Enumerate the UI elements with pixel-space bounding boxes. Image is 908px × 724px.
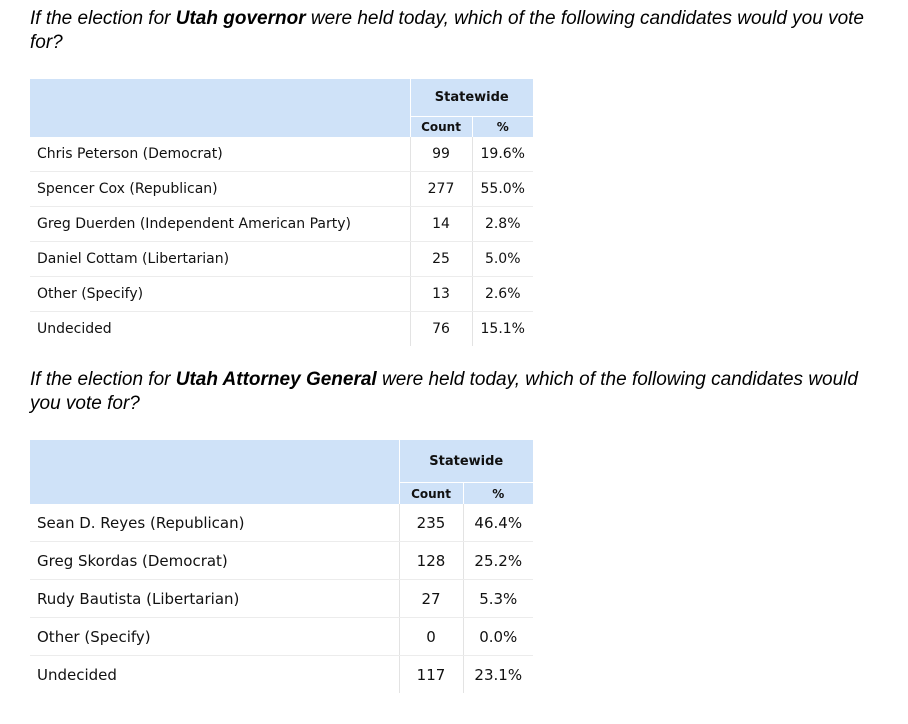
table-row bbox=[30, 207, 533, 242]
table-row bbox=[30, 542, 533, 580]
candidate-label: Daniel Cottam (Libertarian) bbox=[30, 242, 410, 277]
table-row bbox=[30, 277, 533, 312]
count-column-header: Count bbox=[399, 483, 463, 505]
ag-question-prefix: If the election for bbox=[30, 369, 176, 390]
governor-question bbox=[30, 7, 890, 55]
count-value: 117 bbox=[399, 656, 463, 694]
percent-column-header: % bbox=[472, 117, 533, 138]
candidate-label: Sean D. Reyes (Republican) bbox=[30, 504, 399, 542]
table-row bbox=[30, 137, 533, 172]
count-value: 277 bbox=[410, 172, 472, 207]
table-corner bbox=[30, 440, 399, 504]
percent-value: 5.0% bbox=[472, 242, 533, 277]
attorney-general-question bbox=[30, 368, 890, 416]
candidate-label: Rudy Bautista (Libertarian) bbox=[30, 580, 399, 618]
percent-value: 46.4% bbox=[463, 504, 533, 542]
percent-value: 23.1% bbox=[463, 656, 533, 694]
count-value: 76 bbox=[410, 312, 472, 347]
percent-column-header: % bbox=[463, 483, 533, 505]
count-value: 128 bbox=[399, 542, 463, 580]
count-value: 14 bbox=[410, 207, 472, 242]
candidate-label: Greg Skordas (Democrat) bbox=[30, 542, 399, 580]
percent-value: 5.3% bbox=[463, 580, 533, 618]
percent-value: 55.0% bbox=[472, 172, 533, 207]
table-row bbox=[30, 172, 533, 207]
attorney-general-results-table bbox=[30, 440, 533, 693]
table-row bbox=[30, 504, 533, 542]
candidate-label: Spencer Cox (Republican) bbox=[30, 172, 410, 207]
count-value: 99 bbox=[410, 137, 472, 172]
statewide-header: Statewide bbox=[410, 79, 533, 117]
table-row bbox=[30, 656, 533, 694]
percent-value: 19.6% bbox=[472, 137, 533, 172]
statewide-header: Statewide bbox=[399, 440, 533, 483]
percent-value: 15.1% bbox=[472, 312, 533, 347]
ag-question-suffix: were held today, which of the following candidates would you vote for? bbox=[30, 369, 858, 414]
table-row bbox=[30, 312, 533, 347]
candidate-label: Other (Specify) bbox=[30, 618, 399, 656]
percent-value: 2.8% bbox=[472, 207, 533, 242]
percent-value: 0.0% bbox=[463, 618, 533, 656]
governor-question-prefix: If the election for bbox=[30, 8, 176, 29]
table-row bbox=[30, 242, 533, 277]
count-column-header: Count bbox=[410, 117, 472, 138]
governor-results-table bbox=[30, 79, 533, 346]
candidate-label: Undecided bbox=[37, 665, 117, 684]
candidate-label: Greg Duerden (Independent American Party) bbox=[30, 207, 410, 242]
percent-value: 2.6% bbox=[472, 277, 533, 312]
governor-question-suffix: were held today, which of the following candidates would you vote for? bbox=[30, 8, 864, 53]
table-row bbox=[30, 618, 533, 656]
count-value: 25 bbox=[410, 242, 472, 277]
count-value: 0 bbox=[399, 618, 463, 656]
count-value: 13 bbox=[410, 277, 472, 312]
count-value: 27 bbox=[399, 580, 463, 618]
candidate-label: Chris Peterson (Democrat) bbox=[30, 137, 410, 172]
ag-question-subject: Utah Attorney General bbox=[175, 369, 377, 390]
percent-value: 25.2% bbox=[463, 542, 533, 580]
count-value: 235 bbox=[399, 504, 463, 542]
table-corner bbox=[30, 79, 410, 137]
candidate-label: Other (Specify) bbox=[30, 277, 410, 312]
candidate-label: Undecided bbox=[37, 321, 112, 337]
governor-question-subject: Utah governor bbox=[175, 8, 306, 29]
table-row bbox=[30, 580, 533, 618]
